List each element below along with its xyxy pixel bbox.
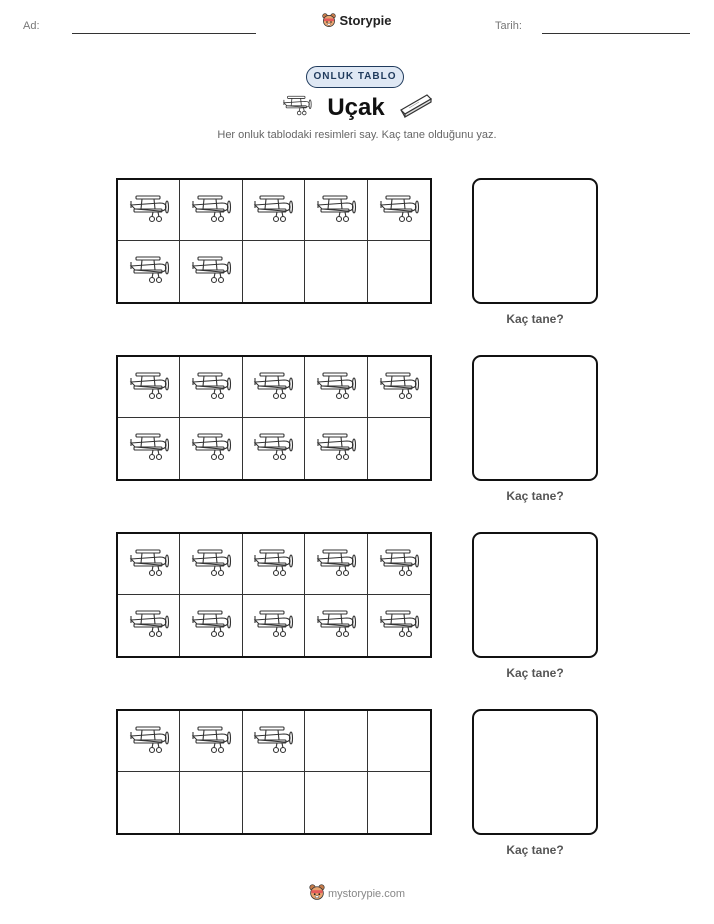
answer-label-1: Kaç tane? bbox=[506, 312, 564, 326]
airplane-icon bbox=[251, 369, 295, 406]
frame-cell bbox=[368, 241, 430, 302]
frame-cell bbox=[368, 418, 430, 479]
answer-label-4: Kaç tane? bbox=[506, 843, 564, 857]
frame-cell bbox=[243, 357, 305, 418]
footer bbox=[0, 884, 714, 904]
name-line[interactable] bbox=[72, 33, 256, 34]
frame-cell bbox=[368, 534, 430, 595]
answer-label-3: Kaç tane? bbox=[506, 666, 564, 680]
frame-cell bbox=[118, 357, 180, 418]
airplane-icon bbox=[251, 430, 295, 467]
frame-cell bbox=[243, 418, 305, 479]
wooden-plank-icon bbox=[399, 92, 433, 123]
name-label: Ad: bbox=[23, 20, 40, 32]
frame-cell bbox=[180, 180, 242, 241]
title-row bbox=[0, 92, 714, 123]
frame-cell bbox=[305, 418, 367, 479]
date-line[interactable] bbox=[542, 33, 690, 34]
airplane-icon bbox=[251, 607, 295, 644]
airplane-icon bbox=[314, 430, 358, 467]
airplane-icon bbox=[189, 723, 233, 760]
frame-cell bbox=[368, 711, 430, 772]
airplane-icon bbox=[189, 607, 233, 644]
airplane-icon bbox=[127, 369, 171, 406]
frame-cell bbox=[118, 418, 180, 479]
frame-cell bbox=[180, 357, 242, 418]
frame-cell bbox=[305, 241, 367, 302]
airplane-icon bbox=[377, 607, 421, 644]
frame-cell bbox=[243, 711, 305, 772]
frame-cell bbox=[305, 534, 367, 595]
frame-cell bbox=[118, 711, 180, 772]
airplane-icon bbox=[314, 369, 358, 406]
frame-cell bbox=[368, 595, 430, 656]
page-title: Uçak bbox=[327, 93, 385, 121]
answer-box-3[interactable] bbox=[472, 532, 598, 658]
ten-frame-1 bbox=[116, 178, 432, 304]
airplane-icon bbox=[189, 253, 233, 290]
airplane-icon bbox=[189, 546, 233, 583]
frame-cell bbox=[118, 180, 180, 241]
airplane-icon bbox=[251, 546, 295, 583]
frame-cell bbox=[368, 180, 430, 241]
airplane-icon bbox=[314, 607, 358, 644]
storypie-bear-logo-icon bbox=[322, 13, 336, 31]
airplane-icon bbox=[377, 546, 421, 583]
frame-cell bbox=[243, 241, 305, 302]
frame-cell bbox=[180, 241, 242, 302]
airplane-icon bbox=[377, 369, 421, 406]
ten-frame-3 bbox=[116, 532, 432, 658]
frame-cell bbox=[180, 595, 242, 656]
frame-cell bbox=[180, 534, 242, 595]
answer-box-2[interactable] bbox=[472, 355, 598, 481]
frame-cell bbox=[243, 180, 305, 241]
instructions: Her onluk tablodaki resimleri say. Kaç tane olduğunu yaz. bbox=[217, 129, 497, 141]
frame-cell bbox=[118, 534, 180, 595]
worksheet-type-badge: ONLUK TABLO bbox=[306, 66, 404, 88]
airplane-icon bbox=[251, 192, 295, 229]
frame-cell bbox=[243, 772, 305, 833]
frame-cell bbox=[243, 534, 305, 595]
brand-name: Storypie bbox=[339, 13, 392, 28]
airplane-icon bbox=[314, 192, 358, 229]
airplane-icon bbox=[314, 546, 358, 583]
frame-cell bbox=[305, 357, 367, 418]
ten-frame-4 bbox=[116, 709, 432, 835]
date-label: Tarih: bbox=[495, 20, 522, 32]
answer-box-1[interactable] bbox=[472, 178, 598, 304]
ten-frame-2 bbox=[116, 355, 432, 481]
answer-box-4[interactable] bbox=[472, 709, 598, 835]
airplane-icon bbox=[127, 430, 171, 467]
frame-cell bbox=[368, 772, 430, 833]
frame-cell bbox=[305, 772, 367, 833]
frame-cell bbox=[118, 595, 180, 656]
frame-cell bbox=[118, 772, 180, 833]
airplane-icon bbox=[189, 369, 233, 406]
airplane-icon bbox=[281, 93, 313, 122]
airplane-icon bbox=[127, 192, 171, 229]
frame-cell bbox=[118, 241, 180, 302]
frame-cell bbox=[368, 357, 430, 418]
frame-cell bbox=[180, 711, 242, 772]
frame-cell bbox=[305, 180, 367, 241]
airplane-icon bbox=[377, 192, 421, 229]
frame-cell bbox=[180, 418, 242, 479]
airplane-icon bbox=[189, 430, 233, 467]
answer-label-2: Kaç tane? bbox=[506, 489, 564, 503]
frame-cell bbox=[305, 595, 367, 656]
frame-cell bbox=[243, 595, 305, 656]
airplane-icon bbox=[127, 253, 171, 290]
frame-cell bbox=[180, 772, 242, 833]
airplane-icon bbox=[127, 546, 171, 583]
airplane-icon bbox=[251, 723, 295, 760]
storypie-bear-logo-icon bbox=[309, 884, 325, 904]
footer-url: mystorypie.com bbox=[327, 888, 406, 900]
airplane-icon bbox=[127, 723, 171, 760]
frame-cell bbox=[305, 711, 367, 772]
airplane-icon bbox=[127, 607, 171, 644]
brand bbox=[0, 13, 714, 31]
airplane-icon bbox=[189, 192, 233, 229]
